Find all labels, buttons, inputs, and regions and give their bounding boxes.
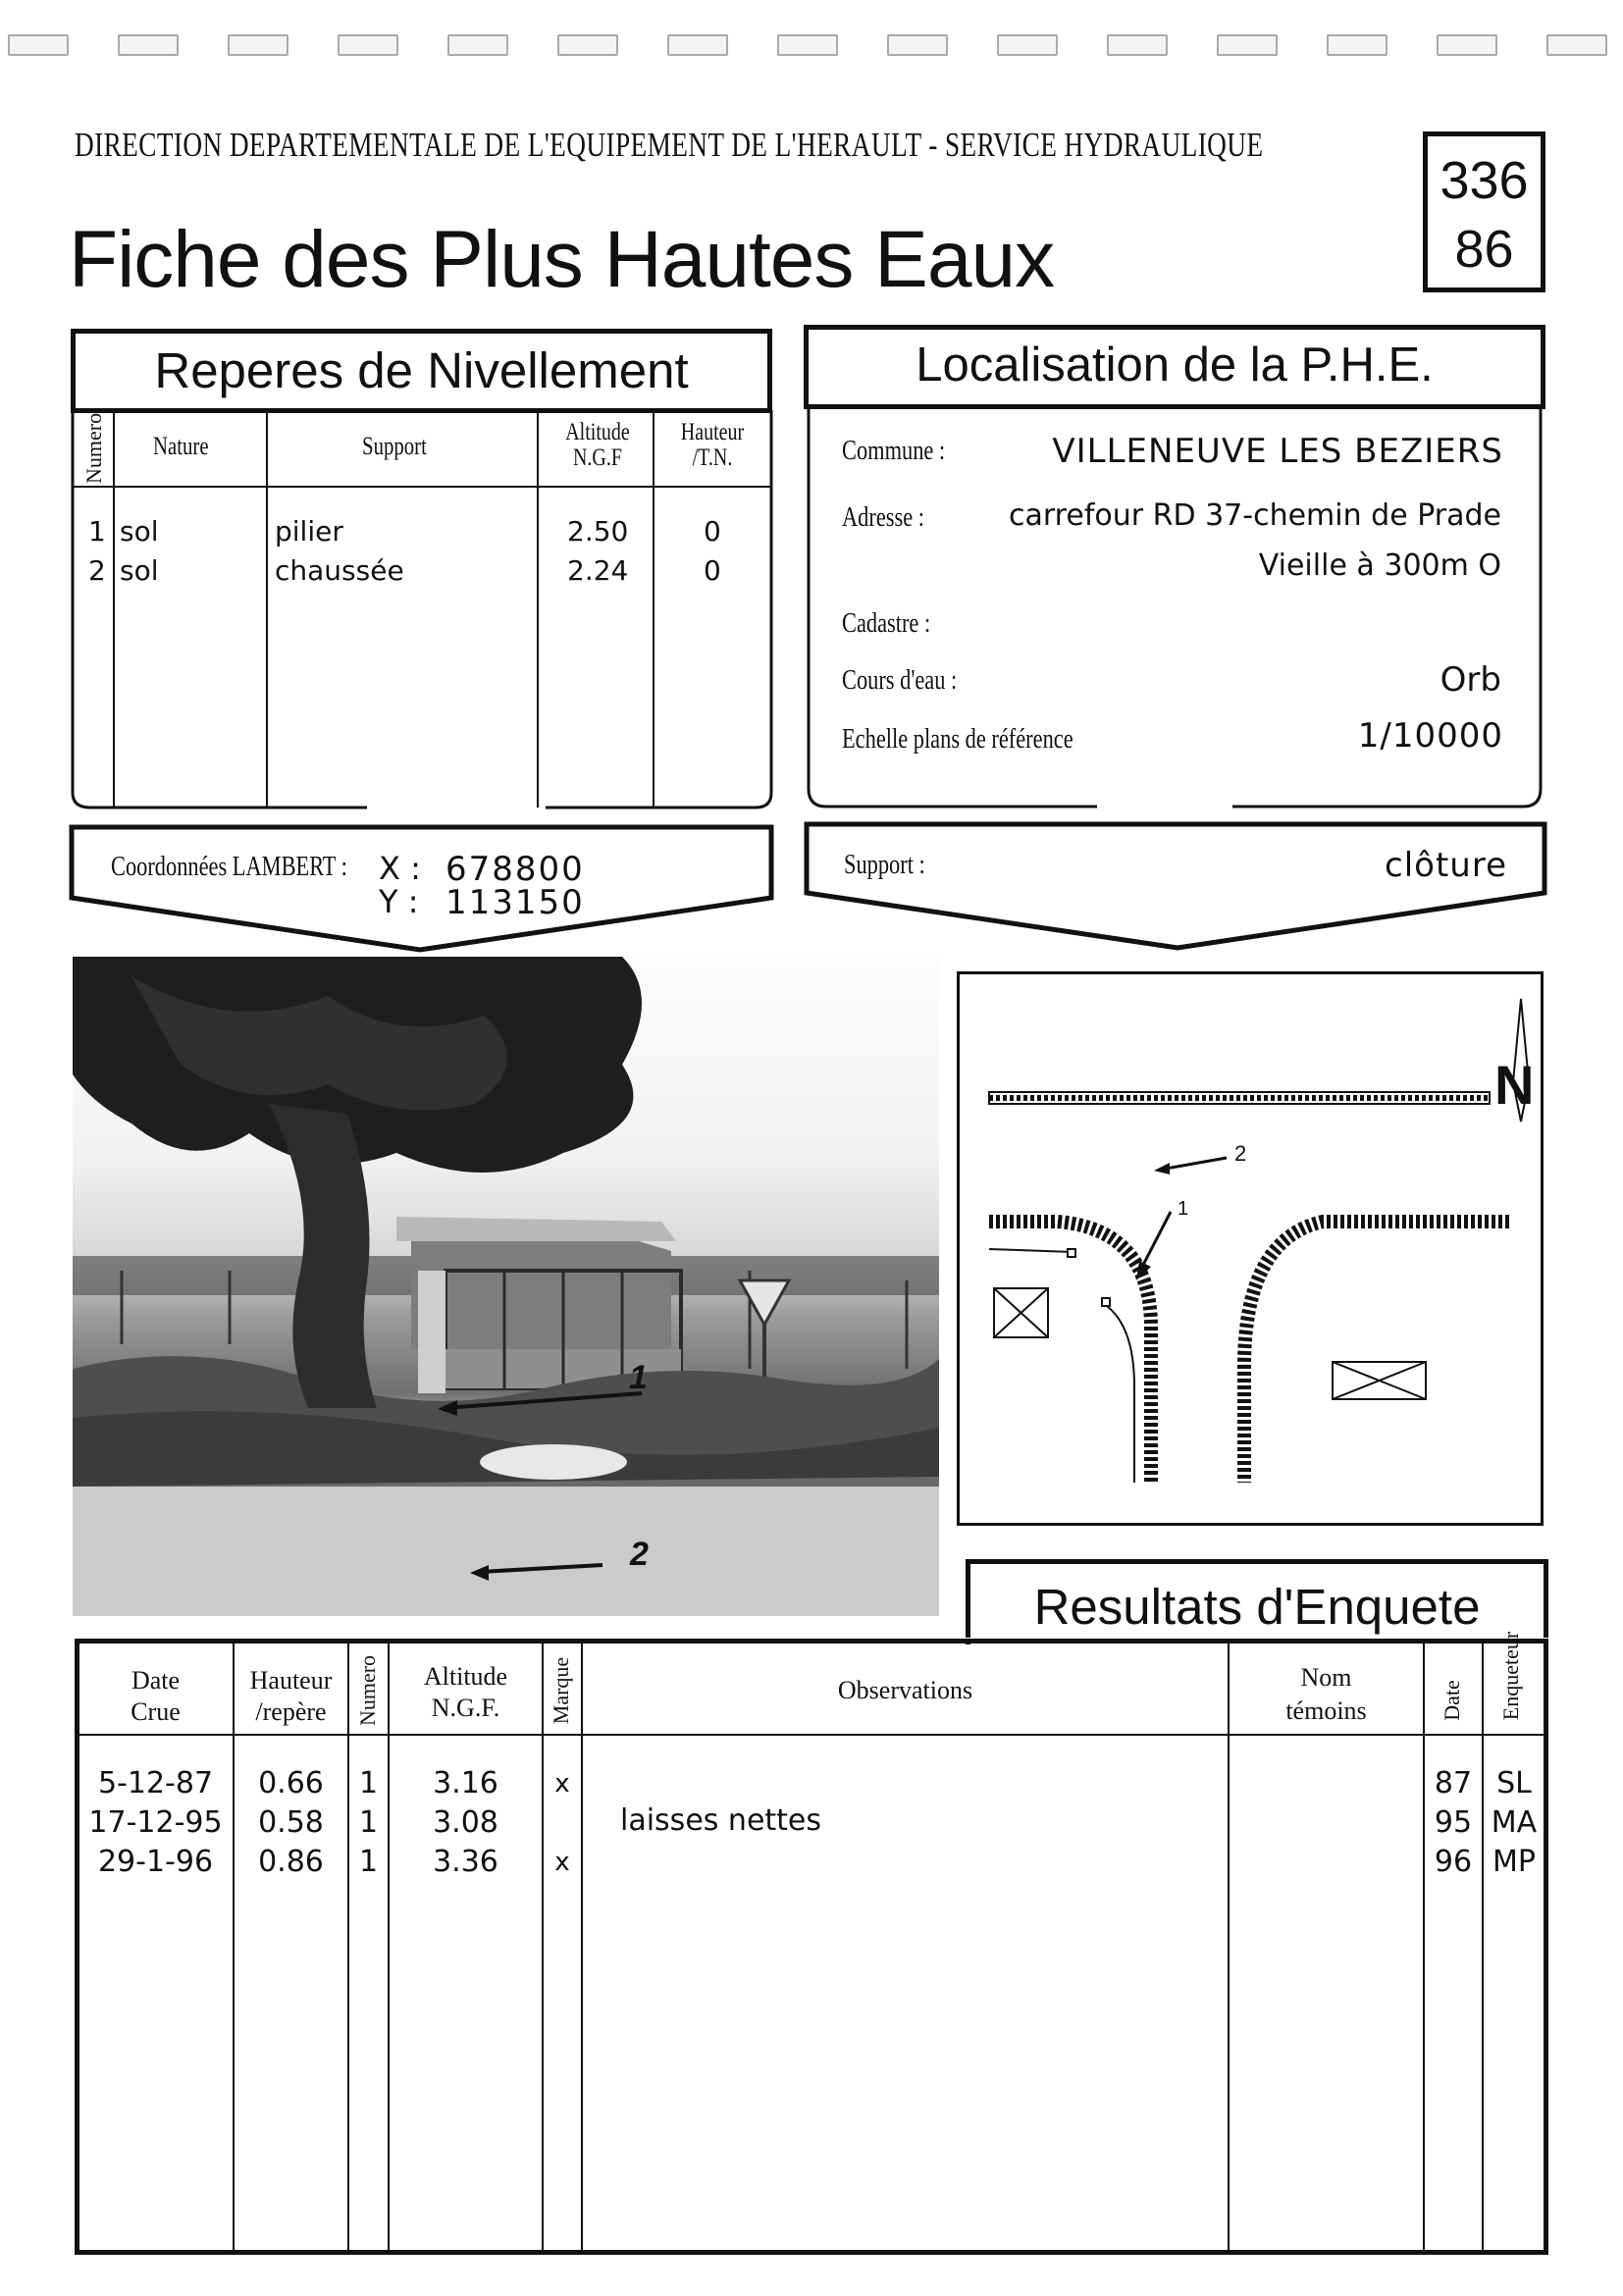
commune-label: Commune : [842,436,946,466]
echelle-label: Echelle plans de référence [842,724,1073,755]
res-numero: 1 [358,1845,379,1879]
res-numero: 1 [358,1766,379,1800]
binder-hole [338,34,398,56]
binder-hole [777,34,838,56]
reperes-nature: sol [120,515,159,548]
res-col-observations: Observations [837,1676,973,1704]
reperes-numero: 2 [88,554,106,587]
res-col-date-l1: Date [131,1666,181,1695]
lambert-x-value: 678800 [445,850,585,889]
reperes-col-numero: Numero [81,412,106,484]
binder-hole [1107,34,1168,56]
photo-marker-1: 1 [629,1359,648,1396]
res-hauteur: 0.86 [258,1845,324,1879]
north-label: N [1494,1054,1535,1116]
cadastre-label: Cadastre : [842,608,931,639]
site-photo [73,957,939,1616]
binder-hole [228,34,288,56]
binder-hole [887,34,948,56]
localisation-title: Localisation de la P.H.E. [916,339,1434,391]
lambert-y-label: Y : [379,883,419,920]
res-hauteur: 0.58 [258,1805,324,1840]
binder-hole [1217,34,1278,56]
reperes-col-altitude [552,420,642,471]
adresse-line2: Vieille à 300m O [1258,548,1501,583]
binder-hole [118,34,179,56]
plan-marker-2: 2 [1234,1141,1247,1166]
res-col-nom-l1: Nom [1300,1663,1352,1692]
reperes-col-nature: Nature [153,432,209,460]
res-col-marque: Marque [549,1656,573,1725]
cours-eau-value: Orb [1440,660,1501,700]
reperes-altitude: 2.24 [567,554,629,587]
res-date: 17-12-95 [88,1805,223,1840]
res-numero: 1 [358,1805,379,1840]
adresse-label: Adresse : [842,502,924,533]
res-altitude: 3.08 [433,1805,498,1840]
res-date: 29-1-96 [97,1845,214,1879]
res-col-altitude-l2: N.G.F. [431,1694,500,1722]
reperes-nature: sol [120,554,159,587]
binder-hole [667,34,728,56]
adresse-line1: carrefour RD 37-chemin de Prade [1009,498,1501,533]
res-altitude: 3.36 [433,1845,498,1879]
binder-hole [447,34,508,56]
reperes-numero: 1 [88,515,106,548]
lambert-label: Coordonnées LAMBERT : [111,852,347,882]
cours-eau-label: Cours d'eau : [842,665,958,696]
binder-hole [997,34,1058,56]
lambert-x-label: X : [379,850,421,887]
resultats-title-box [966,1559,1548,1638]
res-col-altitude [390,1661,542,1724]
res-marque: x [554,1848,570,1877]
res-col-nom-l2: témoins [1285,1696,1367,1725]
res-annee: 96 [1434,1845,1473,1879]
resultats-title: Resultats d'Enquete [1033,1579,1481,1635]
res-enqueteur: MP [1492,1845,1536,1879]
res-col-enqueteur: Enqueteur [1498,1631,1523,1721]
page-title: Fiche des Plus Hautes Eaux [69,215,1055,304]
situation-plan-drawing [960,974,1541,1523]
situation-plan [957,971,1544,1526]
res-altitude: 3.16 [433,1766,498,1800]
res-col-nom-temoins [1230,1661,1423,1728]
reference-box [1423,131,1545,292]
res-annee: 95 [1434,1805,1473,1840]
reperes-support: chaussée [275,554,404,587]
header-divider [79,1734,1544,1736]
reperes-col-hauteur [668,420,757,471]
res-col-date-l2: Crue [131,1697,181,1726]
lambert-y-value: 113150 [445,883,585,922]
site-photo-drawing [73,957,939,1616]
commune-value: VILLENEUVE LES BEZIERS [1052,432,1503,471]
reperes-col-altitude-l2: N.G.F [572,444,622,471]
res-enqueteur: SL [1496,1766,1532,1800]
photo-marker-2: 2 [630,1536,649,1573]
res-marque: x [554,1769,570,1799]
lambert-arrow-box [69,824,777,954]
res-col-hauteur-l2: /repère [255,1697,327,1726]
reperes-support: pilier [275,515,343,548]
reperes-hauteur: 0 [704,554,721,587]
res-date: 5-12-87 [97,1766,214,1800]
agency-heading: DIRECTION DEPARTEMENTALE DE L'EQUIPEMENT DE L'HERAULT - SERVICE HYDRAULIQUE [75,126,1264,164]
localisation-title-box [804,325,1545,409]
binder-hole [1437,34,1497,56]
reperes-hauteur: 0 [704,515,721,548]
reperes-col-hauteur-l2: /T.N. [692,444,733,471]
binder-hole [8,34,69,56]
support-label: Support : [844,850,925,880]
reperes-altitude: 2.50 [567,515,629,548]
res-enqueteur: MA [1491,1805,1538,1840]
echelle-value: 1/10000 [1357,716,1503,756]
res-col-numero: Numero [355,1654,380,1727]
reperes-title: Reperes de Nivellement [154,342,689,398]
res-col-hauteur-l1: Hauteur [249,1666,333,1695]
reperes-col-support: Support [362,432,427,460]
res-annee: 87 [1434,1766,1473,1800]
reperes-col-altitude-l1: Altitude [565,419,630,445]
reperes-col-hauteur-l1: Hauteur [680,419,745,445]
res-col-altitude-l1: Altitude [423,1662,508,1691]
plan-marker-1: 1 [1178,1198,1189,1220]
resultats-divider [966,1639,970,1644]
support-arrow-box [803,820,1550,954]
binder-hole [1546,34,1607,56]
binder-hole [557,34,618,56]
res-col-date [79,1665,233,1728]
res-col-date-annee: Date [1440,1680,1464,1721]
reperes-title-box [71,329,772,413]
res-col-hauteur [235,1665,347,1728]
reference-year: 86 [1454,220,1514,279]
support-value: clôture [1385,846,1507,885]
binder-hole [1327,34,1387,56]
res-hauteur: 0.66 [258,1766,324,1800]
reference-number: 336 [1440,151,1529,210]
res-observations: laisses nettes [620,1803,822,1838]
resultats-table [75,1639,1548,2255]
